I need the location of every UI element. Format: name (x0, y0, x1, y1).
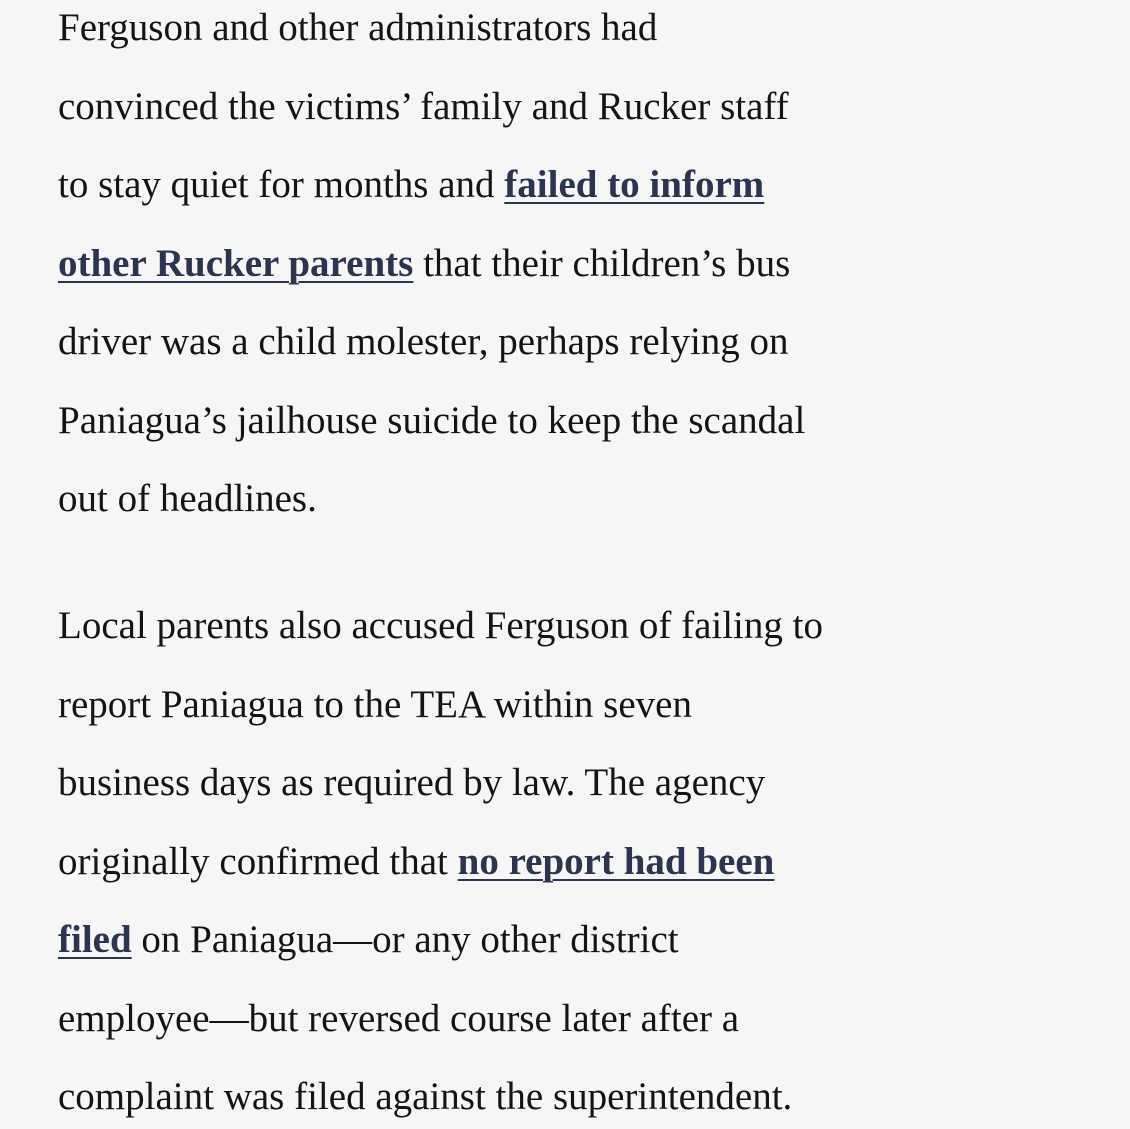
text-line (58, 303, 1118, 382)
text-segment: business days as required by law. The agency (58, 761, 766, 804)
text-segment: Ferguson and other administrators had (58, 6, 658, 49)
text-line (58, 823, 1118, 902)
paragraph-1 (58, 0, 1118, 539)
inline-link[interactable]: filed (58, 918, 132, 961)
text-segment: Local parents also accused Ferguson of failing to (58, 604, 823, 647)
text-line (58, 1058, 1118, 1129)
text-segment: originally confirmed that (58, 839, 458, 883)
text-line (58, 460, 1118, 539)
text-segment: convinced the victims’ family and Rucker staff (58, 84, 789, 128)
text-segment: to stay quiet for months and (58, 163, 505, 206)
text-line (58, 146, 1118, 225)
paragraph-2 (58, 587, 1118, 1129)
text-line (58, 980, 1118, 1059)
inline-link[interactable]: failed to inform (504, 163, 765, 206)
inline-link[interactable]: other Rucker parents (58, 241, 414, 285)
text-line (58, 382, 1118, 461)
text-segment: report Paniagua to the TEA within seven (58, 682, 692, 726)
text-segment: Paniagua’s jailhouse suicide to keep the scandal (58, 398, 806, 442)
text-line (58, 68, 1118, 147)
text-segment: driver was a child molester, perhaps relying on (58, 320, 789, 363)
inline-link[interactable]: no report had been (457, 839, 775, 883)
text-line (58, 666, 1118, 745)
text-line (58, 587, 1118, 666)
text-segment: complaint was filed against the superintendent. (58, 1075, 793, 1118)
text-segment: on Paniagua—or any other district (131, 918, 679, 961)
text-line (58, 225, 1118, 304)
text-line (58, 0, 1118, 68)
text-segment: that their children’s bus (413, 241, 791, 285)
text-segment: out of headlines. (58, 477, 317, 520)
text-segment: employee—but reversed course later after a (58, 996, 740, 1040)
text-line (58, 901, 1118, 980)
text-line (58, 744, 1118, 823)
